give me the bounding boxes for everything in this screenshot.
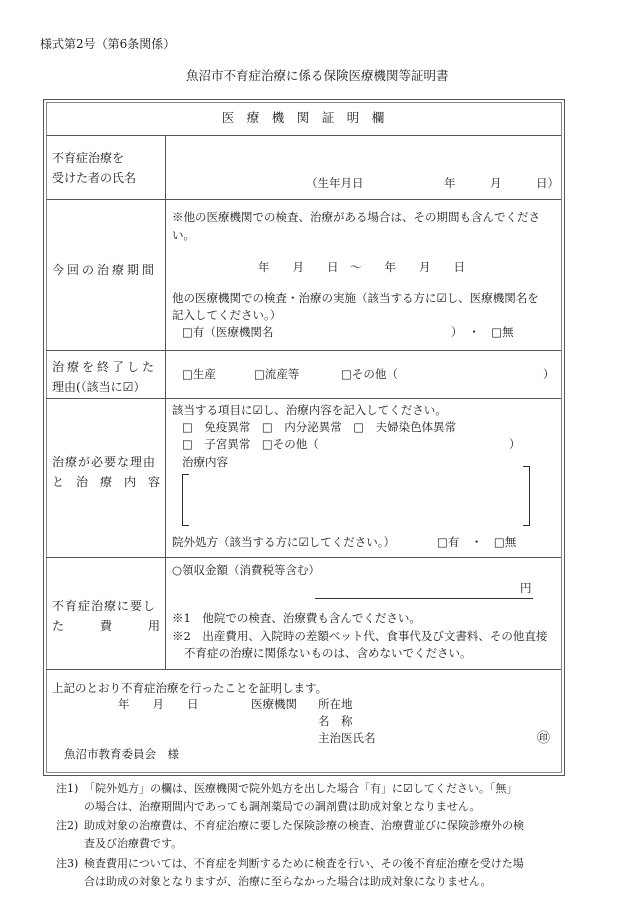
institution-name-label: 名 称 <box>318 714 353 728</box>
addressee: 魚沼市教育委員会 様 <box>64 747 179 761</box>
seal-mark: ㊞ <box>537 731 551 746</box>
birthdate-field[interactable]: （生年月日 年 月 日） <box>306 176 559 190</box>
treatment-content-field[interactable] <box>182 474 189 526</box>
necessity-other-close: ） <box>509 437 521 451</box>
form-title: 魚沼市不育症治療に係る保険医療機関等証明書 <box>186 68 449 83</box>
other-institution-yes-checkbox[interactable]: □有（医療機関名 <box>182 325 274 339</box>
footnote-3: 注3) 検査費用については、不育症を判断するために検査を行い、その後不育症治療を受けた場 合は助成の対象となりますが、治療に至らなかった場合は助成対象になりません。 <box>56 857 524 888</box>
reason-miscarriage-checkbox[interactable]: □流産等 <box>254 367 300 381</box>
label-treatment-necessity: 治療が必要な理由 と 治 療 内 容 <box>52 455 161 489</box>
section-header: 医 療 機 関 証 明 欄 <box>221 110 385 125</box>
necessity-checkbox-row2[interactable]: □ 子宮異常 □その他（ <box>182 437 319 451</box>
period-date-range[interactable]: 年 月 日 〜 年 月 日 <box>258 260 465 274</box>
form-number: 様式第2号（第6条関係） <box>40 37 176 51</box>
reason-birth-checkbox[interactable]: □生産 <box>182 367 216 381</box>
footnote-1: 注1) 「院外処方」の欄は、医療機関で院外処方を出した場合「有」に☑してください。「無」 の場合は、治療期間内であっても調剤薬局での調剤費は助成対象となりません。 <box>56 782 518 813</box>
other-institution-note-cont: 記入してください。） <box>172 308 282 322</box>
cost-note-2-cont: 不育症の治療に関係ないものは、含めないでください。 <box>184 646 472 660</box>
outside-prescription-label: 院外処方（該当する方に☑してください。） <box>172 535 396 549</box>
institution-label: 医療機関 <box>251 697 297 711</box>
other-institution-no-checkbox[interactable]: ） ・ □無 <box>451 325 514 339</box>
address-label: 所在地 <box>318 697 353 711</box>
label-treatment-period: 今回の治療期間 <box>52 263 158 277</box>
necessity-instruction: 該当する項目に☑し、治療内容を記入してください。 <box>172 403 447 417</box>
label-end-reason: 治療を終了した 理由(（該当に☑） <box>52 360 158 394</box>
cost-note-1: ※1 他院での検査、治療費も含んでください。 <box>172 611 421 625</box>
reason-other-checkbox[interactable]: □その他（ <box>341 367 398 381</box>
outside-prescription-checkbox[interactable]: □有 ・ □無 <box>437 535 517 549</box>
footnote-2: 注2) 助成対象の治療費は、不育症治療に要した保険診療の検査、治療費並びに保険診療外の検 査及び治療費です。 <box>56 819 524 850</box>
cost-note-2: ※2 出産費用、入院時の差額ベット代、食事代及び文書料、その他直接 <box>172 629 548 643</box>
necessity-checkbox-row1[interactable]: □ 免疫異常 □ 内分泌異常 □ 夫婦染色体異常 <box>182 420 457 434</box>
other-institution-note: 他の医療機関での検査・治療の実施（該当する方に☑し、医療機関名を <box>172 291 539 305</box>
doctor-name-label: 主治医氏名 <box>318 731 376 745</box>
receipt-amount-label: ○領収金額（消費税等含む） <box>172 563 321 577</box>
period-note: ※他の医療機関での検査、治療がある場合は、その期間も含んでくださ <box>172 210 540 224</box>
period-note-cont: い。 <box>172 228 195 242</box>
certify-statement: 上記のとおり不育症治療を行ったことを証明します。 <box>52 681 328 695</box>
yen-unit: 円 <box>520 581 532 595</box>
reason-other-close: ） <box>543 367 555 381</box>
treatment-content-label: 治療内容 <box>182 455 228 469</box>
receipt-amount-field[interactable] <box>315 598 533 599</box>
certify-date[interactable]: 年 月 日 <box>118 697 199 711</box>
label-treatment-cost: 不育症治療に要し た 費 用 <box>52 599 161 633</box>
label-patient-name: 不育症治療を 受けた者の氏名 <box>52 151 137 185</box>
treatment-content-bracket-right <box>523 466 530 526</box>
